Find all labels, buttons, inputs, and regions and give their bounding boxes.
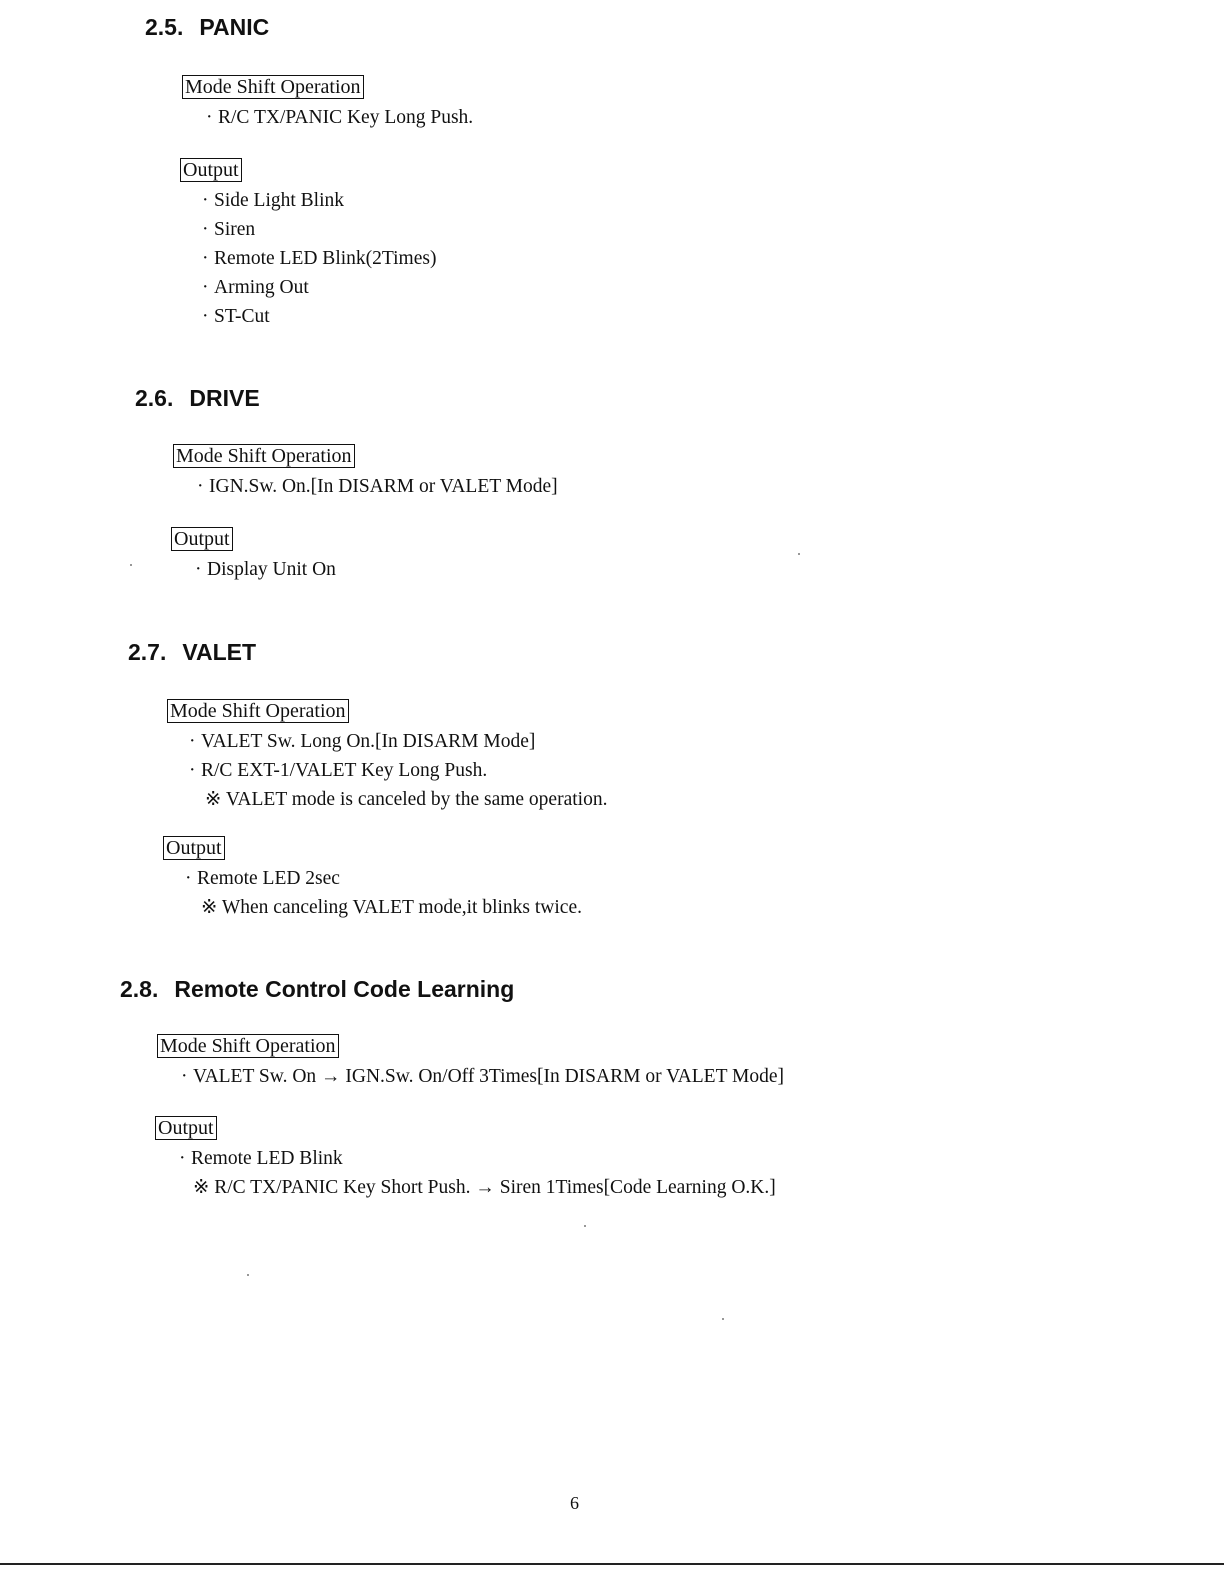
mode-shift-operation-label: Mode Shift Operation — [182, 75, 364, 99]
output-item: · Arming Out — [202, 277, 309, 298]
section-number: 2.8. — [120, 976, 159, 1002]
section-heading-learning — [120, 976, 514, 1003]
section-title: VALET — [182, 639, 257, 665]
valet-output-group — [163, 836, 582, 922]
mode-item: · R/C TX/PANIC Key Long Push. — [206, 107, 474, 128]
mode-shift-operation-label: Mode Shift Operation — [157, 1034, 339, 1058]
drive-output-group — [171, 527, 336, 584]
mode-shift-operation-label: Mode Shift Operation — [173, 444, 355, 468]
section-title: Remote Control Code Learning — [174, 976, 515, 1002]
section-title: PANIC — [199, 14, 270, 40]
output-label: Output — [171, 527, 233, 551]
mode-item: · VALET Sw. Long On.[In DISARM Mode] — [189, 731, 536, 752]
section-heading-panic — [145, 14, 269, 41]
section-title: DRIVE — [189, 385, 260, 411]
mode-item: · IGN.Sw. On.[In DISARM or VALET Mode] — [197, 476, 558, 497]
drive-mode-group — [173, 444, 558, 501]
output-item: · Side Light Blink — [202, 190, 345, 211]
section-valet — [128, 639, 256, 666]
output-label: Output — [155, 1116, 217, 1140]
scan-speck — [798, 553, 800, 555]
section-number: 2.6. — [135, 385, 174, 411]
section-heading-drive — [135, 385, 260, 412]
output-item: · Remote LED Blink(2Times) — [202, 248, 437, 269]
scan-speck — [584, 1225, 586, 1227]
mode-item: · R/C EXT-1/VALET Key Long Push. — [189, 760, 488, 781]
scan-speck — [130, 564, 132, 566]
panic-output-group — [180, 158, 436, 331]
output-item: · Siren — [202, 219, 256, 240]
page-number: 6 — [570, 1493, 579, 1513]
scan-speck — [247, 1274, 249, 1276]
mode-note: ※ VALET mode is canceled by the same operation. — [205, 789, 608, 810]
output-item: · Remote LED Blink — [179, 1148, 343, 1169]
mode-item: · VALET Sw. On → IGN.Sw. On/Off 3Times[In DISARM or VALET Mode] — [181, 1066, 784, 1087]
learning-mode-group — [157, 1034, 784, 1091]
scan-speck — [722, 1318, 724, 1320]
section-drive — [135, 385, 260, 412]
learning-output-group — [155, 1116, 776, 1202]
section-learning — [120, 976, 514, 1003]
panic-mode-group — [182, 75, 473, 132]
output-label: Output — [180, 158, 242, 182]
output-item: · Remote LED 2sec — [185, 868, 340, 889]
section-number: 2.7. — [128, 639, 167, 665]
output-label: Output — [163, 836, 225, 860]
section-panic — [145, 14, 269, 41]
page-bottom-rule — [0, 1563, 1224, 1565]
valet-mode-group — [167, 699, 607, 814]
output-note: ※ R/C TX/PANIC Key Short Push. → Siren 1Times[Code Learning O.K.] — [193, 1177, 776, 1198]
output-note: ※ When canceling VALET mode,it blinks twice. — [201, 897, 582, 918]
mode-shift-operation-label: Mode Shift Operation — [167, 699, 349, 723]
output-item: · Display Unit On — [195, 559, 336, 580]
section-heading-valet — [128, 639, 256, 666]
output-item: · ST-Cut — [202, 306, 270, 327]
section-number: 2.5. — [145, 14, 184, 40]
